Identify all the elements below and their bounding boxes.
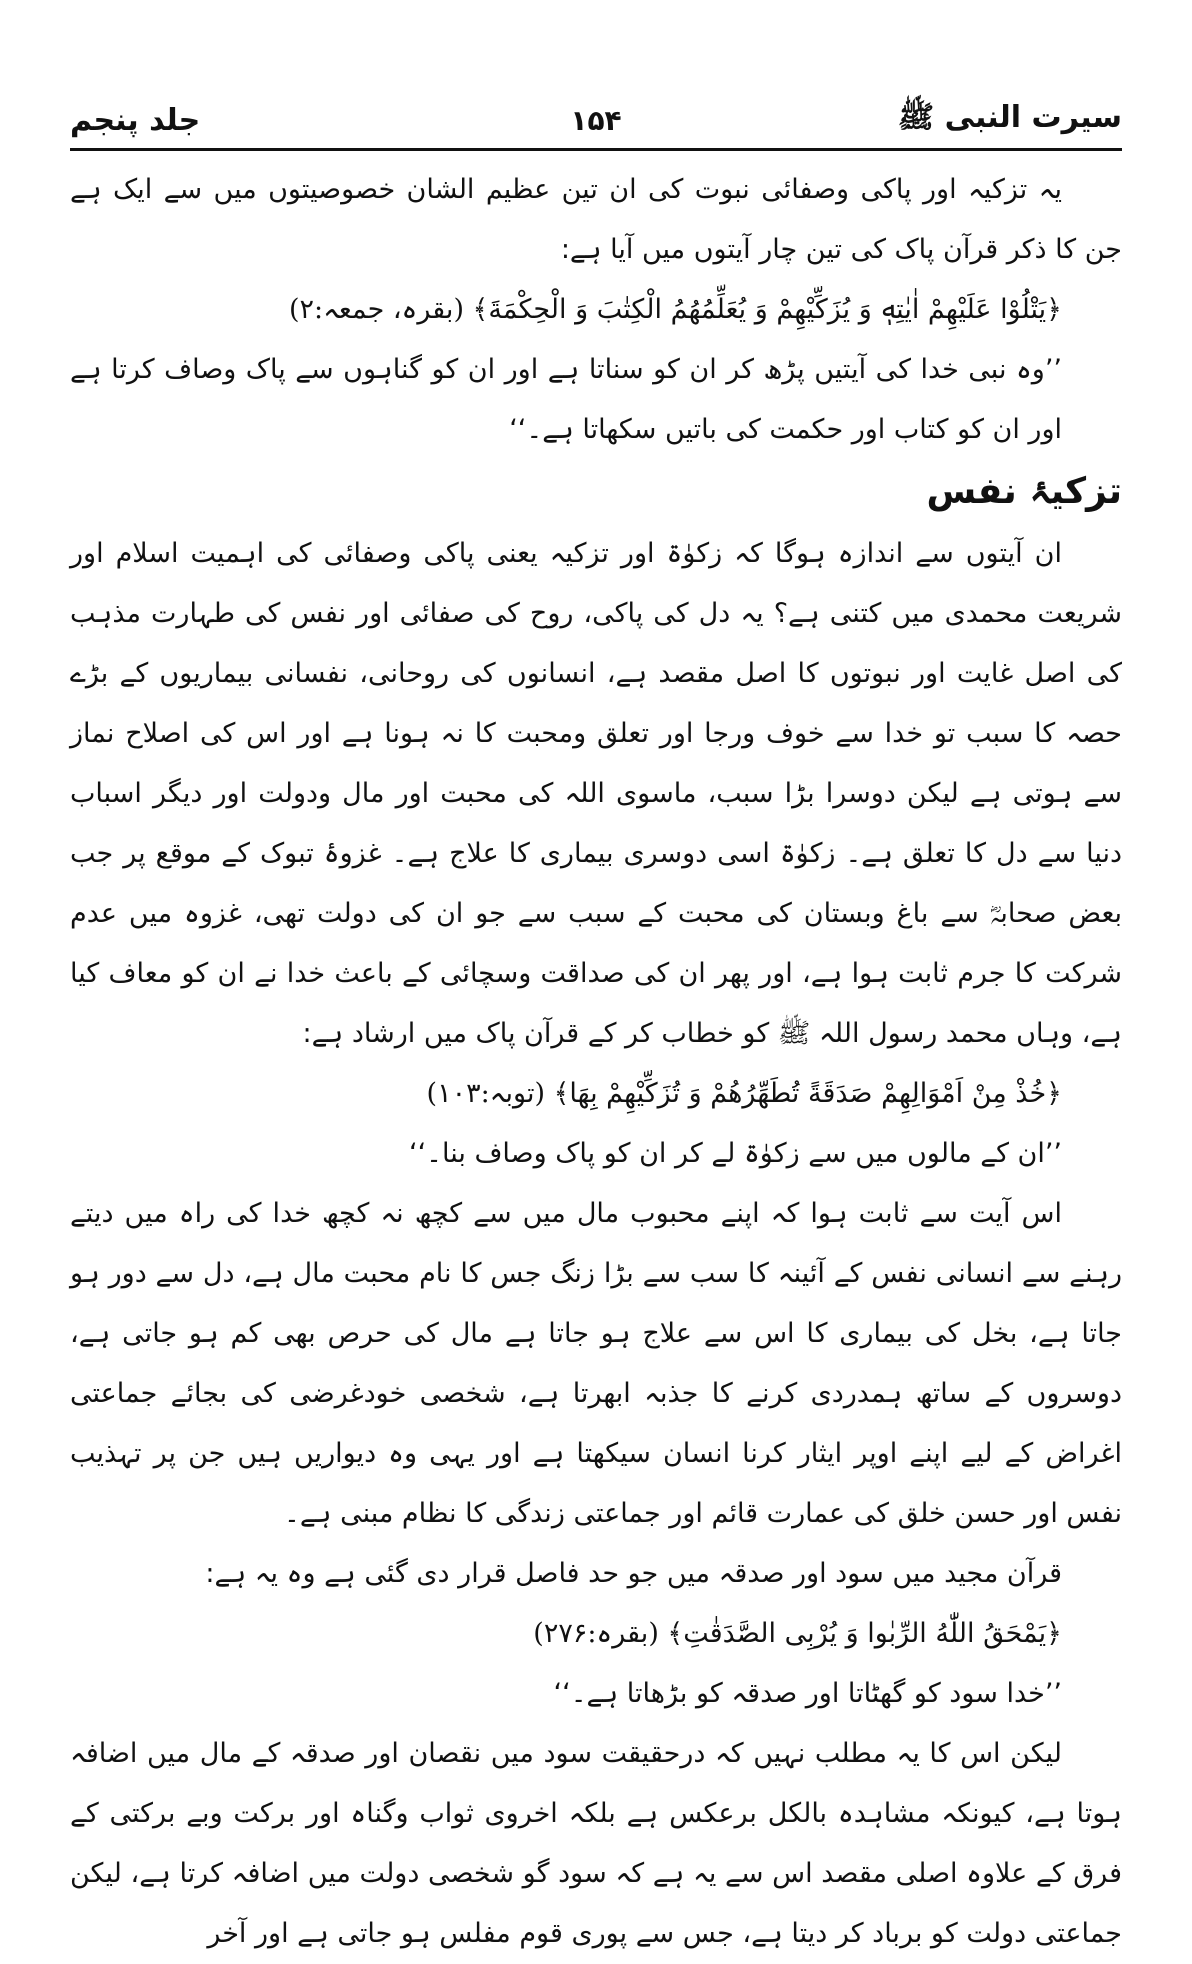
section-heading: تزکیۂ نفس — [926, 471, 1122, 512]
volume-label: جلد پنجم — [70, 102, 201, 138]
paragraph: یہ تزکیہ اور پاکی وصفائی نبوت کی ان تین عظیم الشان خصوصیتوں میں سے ایک ہے جن کا ذکر قرآن پاک کی تین چار آیتوں میں آیا ہے: — [70, 174, 1122, 265]
verse-translation: ’’خدا سود کو گھٹاتا اور صدقہ کو بڑھاتا ہے۔‘‘ — [553, 1678, 1062, 1709]
paragraph: لیکن اس کا یہ مطلب نہیں کہ درحقیقت سود میں نقصان اور صدقہ کے مال میں اضافہ ہوتا ہے، کیونکہ مشاہدہ بالکل برعکس ہے بلکہ اخروی ثواب وگناہ اور برکت وبے برکتی کے فرق کے علاوہ اصلی مقصد اس سے یہ ہے کہ سود گو شخصی دولت میں اضافہ کرتا ہے، لیکن جماعتی دولت کو برباد کر دیتا ہے، جس سے پوری قوم مفلس ہو جاتی ہے اور آخر — [70, 1738, 1122, 1949]
quran-verse: ﴿یَتْلُوْا عَلَیْهِمْ اٰیٰتِهٖ وَ یُزَكِّیْهِمْ وَ یُعَلِّمُهُمُ الْكِتٰبَ وَ الْحِكْمَةَ﴾ (بقرہ، جمعہ:۲) — [288, 294, 1062, 325]
verse-translation: ’’ان کے مالوں میں سے زکوٰۃ لے کر ان کو پاک وصاف بنا۔‘‘ — [408, 1138, 1062, 1169]
page-header — [70, 92, 1122, 151]
book-title: سیرت النبی ﷺ — [897, 99, 1122, 135]
page-body — [70, 160, 1122, 1964]
page-number: ۱۵۴ — [570, 103, 622, 137]
paragraph: اس آیت سے ثابت ہوا کہ اپنے محبوب مال میں سے کچھ نہ کچھ خدا کی راہ میں دیتے رہنے سے انسانی نفس کے آئینہ کا سب سے بڑا زنگ جس کا نام محبت مال ہے، دل سے دور ہو جاتا ہے، بخل کی بیماری کا اس سے علاج ہو جاتا ہے مال کی حرص بھی کم ہو جاتی ہے، دوسروں کے ساتھ ہمدردی کرنے کا جذبہ ابھرتا ہے، شخصی خودغرضی کی بجائے جماعتی اغراض کے لیے اپنے اوپر ایثار کرنا انسان سیکھتا ہے اور یہی وہ دیواریں ہیں جن پر تہذیب نفس اور حسن خلق کی عمارت قائم اور جماعتی زندگی کا نظام مبنی ہے۔ — [70, 1198, 1122, 1529]
quran-verse: ﴿خُذْ مِنْ اَمْوَالِهِمْ صَدَقَةً تُطَهِّرُهُمْ وَ تُزَكِّیْهِمْ بِهَا﴾ (توبہ:۱۰۳) — [426, 1078, 1062, 1109]
paragraph: ان آیتوں سے اندازہ ہوگا کہ زکوٰۃ اور تزکیہ یعنی پاکی وصفائی کی اہمیت اسلام اور شریعت محمدی میں کتنی ہے؟ یہ دل کی پاکی، روح کی صفائی اور نفس کی طہارت مذہب کی اصل غایت اور نبوتوں کا اصل مقصد ہے، انسانوں کی روحانی، نفسانی بیماریوں کے بڑے حصہ کا سبب تو خدا سے خوف ورجا اور تعلق ومحبت کا نہ ہونا ہے اور اس کی اصلاح نماز سے ہوتی ہے لیکن دوسرا بڑا سبب، ماسوی اللہ کی محبت اور مال ودولت اور دیگر اسباب دنیا سے دل کا تعلق ہے۔ زکوٰۃ اسی دوسری بیماری کا علاج ہے۔ غزوۂ تبوک کے موقع پر جب بعض صحابہؓ سے باغ وبستان کی محبت کے سبب سے جو ان کی دولت تھی، غزوہ میں عدم شرکت کا جرم ثابت ہوا ہے، اور پھر ان کی صداقت وسچائی کے باعث خدا نے ان کو معاف کیا ہے، وہاں محمد رسول اللہ ﷺ کو خطاب کر کے قرآن پاک میں ارشاد ہے: — [70, 538, 1122, 1049]
verse-translation: ’’وہ نبی خدا کی آیتیں پڑھ کر ان کو سناتا ہے اور ان کو گناہوں سے پاک وصاف کرتا ہے اور ان کو کتاب اور حکمت کی باتیں سکھاتا ہے۔‘‘ — [70, 354, 1062, 445]
quran-verse: ﴿یَمْحَقُ اللّٰهُ الرِّبٰوا وَ یُرْبِی الصَّدَقٰتِ﴾ (بقرہ:۲۷۶) — [533, 1618, 1062, 1649]
paragraph: قرآن مجید میں سود اور صدقہ میں جو حد فاصل قرار دی گئی ہے وہ یہ ہے: — [205, 1558, 1062, 1589]
